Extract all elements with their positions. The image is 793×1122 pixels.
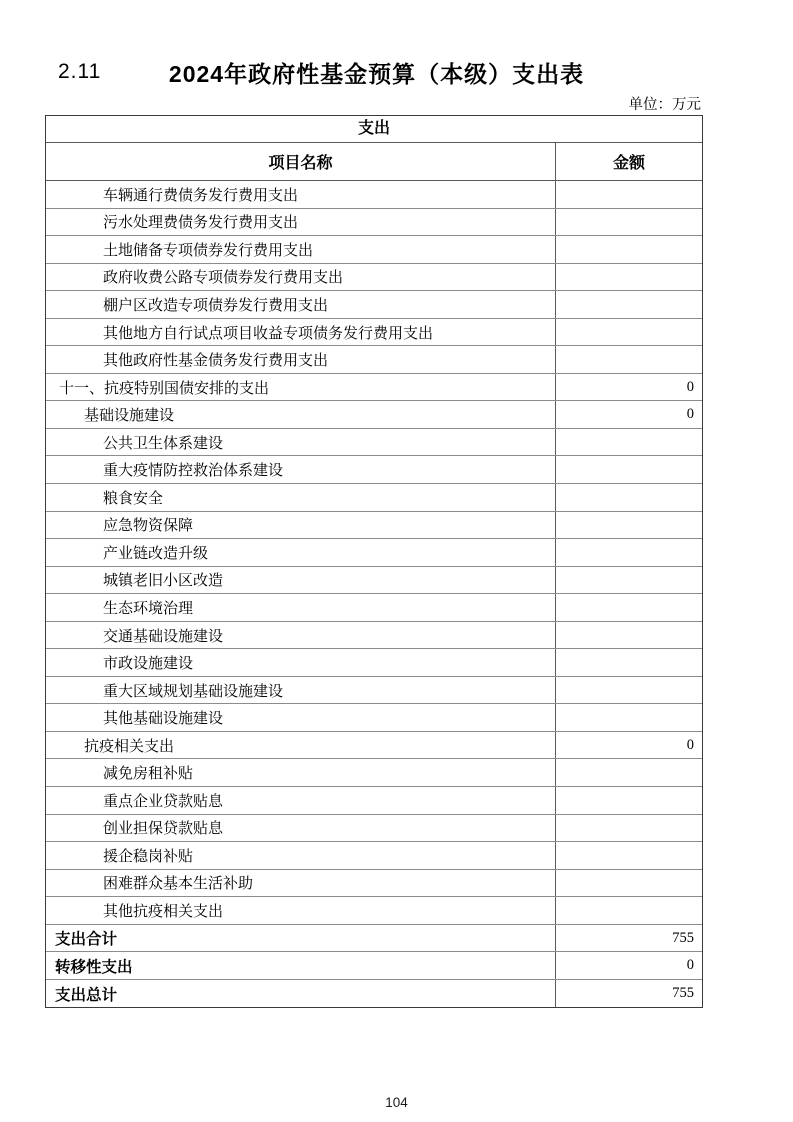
row-item-name: 支出合计 — [46, 925, 556, 952]
row-item-name: 转移性支出 — [46, 952, 556, 979]
table-row — [46, 512, 702, 540]
row-item-name: 市政设施建设 — [46, 649, 556, 676]
row-amount — [556, 236, 702, 263]
row-amount — [556, 346, 702, 373]
table-row — [46, 429, 702, 457]
row-amount — [556, 842, 702, 869]
page-title: 2024年政府性基金预算（本级）支出表 — [168, 61, 585, 87]
table-row — [46, 594, 702, 622]
table-row — [46, 567, 702, 595]
table-row — [46, 209, 702, 237]
budget-table — [45, 115, 703, 1008]
table-row — [46, 925, 702, 953]
row-amount — [556, 291, 702, 318]
row-amount — [556, 677, 702, 704]
row-item-name: 产业链改造升级 — [46, 539, 556, 566]
row-amount — [556, 787, 702, 814]
row-amount: 0 — [686, 378, 694, 395]
unit-label: 单位：万元 — [628, 97, 701, 113]
row-item-name: 重大区域规划基础设施建设 — [46, 677, 556, 704]
row-item-name: 其他抗疫相关支出 — [46, 897, 556, 924]
row-amount — [556, 897, 702, 924]
table-row — [46, 401, 702, 429]
row-amount — [556, 594, 702, 621]
table-row — [46, 732, 702, 760]
row-amount — [556, 759, 702, 786]
table-row — [46, 952, 702, 980]
page-number: 104 — [385, 1095, 408, 1110]
section-number: 2.11 — [58, 60, 102, 83]
table-row — [46, 677, 702, 705]
table-row — [46, 980, 702, 1008]
row-item-name: 棚户区改造专项债券发行费用支出 — [46, 291, 556, 318]
table-row — [46, 346, 702, 374]
row-item-name: 交通基础设施建设 — [46, 622, 556, 649]
row-item-name: 困难群众基本生活补助 — [46, 870, 556, 897]
row-amount — [556, 264, 702, 291]
row-item-name: 重点企业贷款贴息 — [46, 787, 556, 814]
row-item-name: 公共卫生体系建设 — [46, 429, 556, 456]
column-header-amount: 金额 — [612, 155, 645, 172]
row-item-name: 创业担保贷款贴息 — [46, 815, 556, 842]
row-amount: 755 — [672, 985, 694, 1002]
row-item-name: 政府收费公路专项债券发行费用支出 — [46, 264, 556, 291]
table-row — [46, 291, 702, 319]
row-amount — [556, 456, 702, 483]
row-item-name: 城镇老旧小区改造 — [46, 567, 556, 594]
table-row — [46, 181, 702, 209]
table-body — [46, 181, 702, 1007]
row-item-name: 污水处理费债务发行费用支出 — [46, 209, 556, 236]
table-row — [46, 484, 702, 512]
table-row — [46, 649, 702, 677]
row-item-name: 基础设施建设 — [46, 401, 556, 428]
table-row — [46, 622, 702, 650]
row-amount: 0 — [686, 406, 694, 423]
row-amount: 755 — [672, 929, 694, 946]
row-amount — [556, 815, 702, 842]
column-header-item-name: 项目名称 — [46, 143, 556, 180]
table-row — [46, 787, 702, 815]
row-amount — [556, 539, 702, 566]
row-amount — [556, 319, 702, 346]
row-amount: 0 — [686, 957, 694, 974]
row-amount — [556, 567, 702, 594]
table-row — [46, 319, 702, 347]
row-amount — [556, 429, 702, 456]
row-amount — [556, 209, 702, 236]
row-item-name: 其他地方自行试点项目收益专项债务发行费用支出 — [46, 319, 556, 346]
row-amount: 0 — [686, 736, 694, 753]
row-item-name: 其他基础设施建设 — [46, 704, 556, 731]
table-row — [46, 374, 702, 402]
row-item-name: 粮食安全 — [46, 484, 556, 511]
row-item-name: 援企稳岗补贴 — [46, 842, 556, 869]
table-row — [46, 264, 702, 292]
table-row — [46, 842, 702, 870]
row-item-name: 土地储备专项债券发行费用支出 — [46, 236, 556, 263]
row-item-name: 车辆通行费债务发行费用支出 — [46, 181, 556, 208]
row-amount — [556, 484, 702, 511]
row-item-name: 抗疫相关支出 — [46, 732, 556, 759]
row-item-name: 减免房租补贴 — [46, 759, 556, 786]
table-row — [46, 870, 702, 898]
row-amount — [556, 512, 702, 539]
table-row — [46, 815, 702, 843]
row-amount — [556, 649, 702, 676]
row-item-name: 十一、抗疫特别国债安排的支出 — [46, 374, 556, 401]
row-amount — [556, 622, 702, 649]
table-row — [46, 759, 702, 787]
table-row — [46, 456, 702, 484]
table-row — [46, 897, 702, 925]
row-item-name: 生态环境治理 — [46, 594, 556, 621]
table-row — [46, 236, 702, 264]
row-item-name: 重大疫情防控救治体系建设 — [46, 456, 556, 483]
table-header-expenditure: 支出 — [46, 116, 702, 143]
table-row — [46, 704, 702, 732]
row-item-name: 支出总计 — [46, 980, 556, 1008]
row-amount — [556, 181, 702, 208]
table-column-header-row — [46, 143, 702, 181]
table-row — [46, 539, 702, 567]
row-amount — [556, 704, 702, 731]
row-amount — [556, 870, 702, 897]
row-item-name: 其他政府性基金债务发行费用支出 — [46, 346, 556, 373]
row-item-name: 应急物资保障 — [46, 512, 556, 539]
